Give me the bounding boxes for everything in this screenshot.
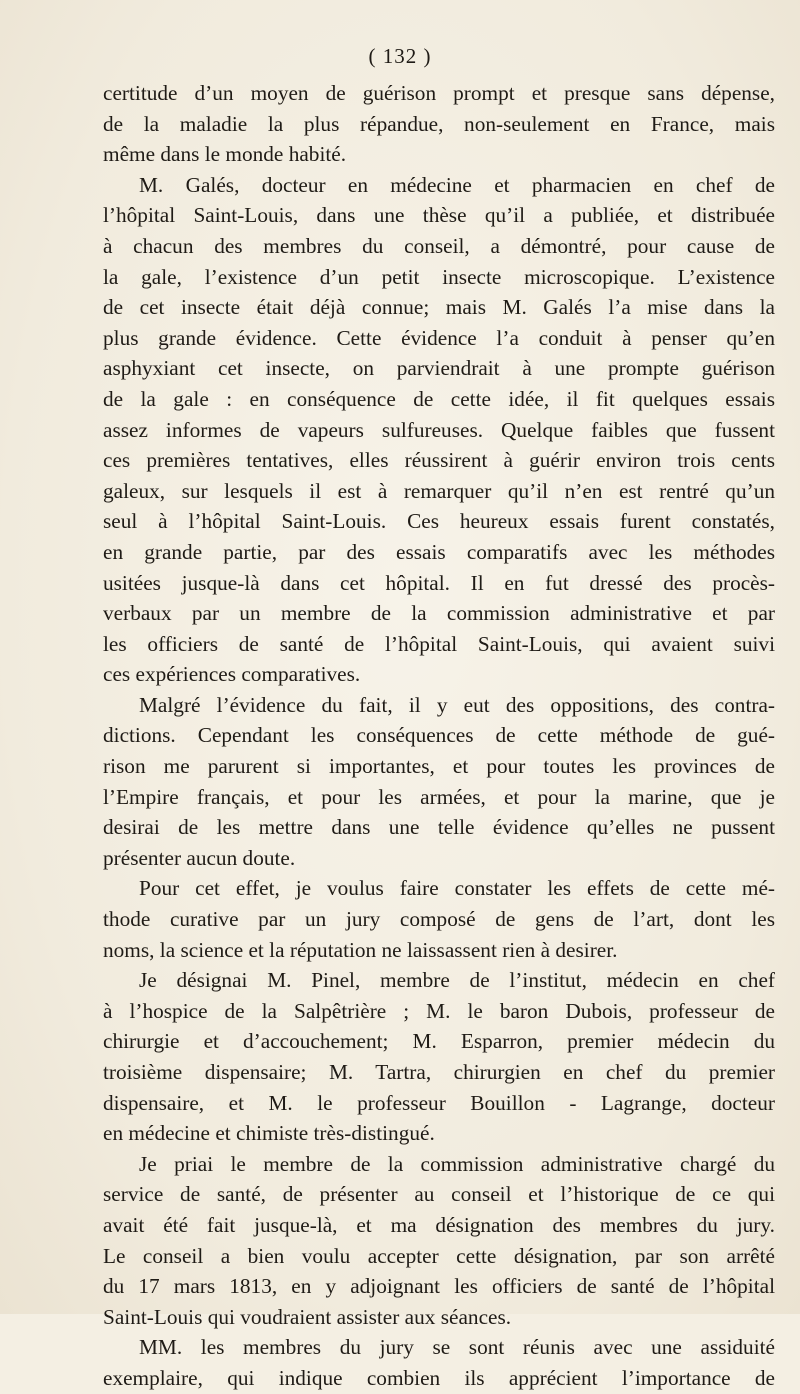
text-line: à l’hospice de la Salpêtrière ; M. le baron Dubois, professeur de: [103, 998, 775, 1023]
text-line: en grande partie, par des essais comparatifs avec les méthodes: [103, 539, 775, 564]
text-line: Le conseil a bien voulu accepter cette désignation, par son arrêté: [103, 1243, 775, 1268]
text-line: de la maladie la plus répandue, non-seulement en France, mais: [103, 111, 775, 136]
text-line: de la gale : en conséquence de cette idée, il fit quelques essais: [103, 386, 775, 411]
text-line: Je priai le membre de la commission administrative chargé du: [139, 1151, 775, 1176]
text-line: avait été fait jusque-là, et ma désignation des membres du jury.: [103, 1212, 775, 1237]
text-line: certitude d’un moyen de guérison prompt et presque sans dépense,: [103, 81, 775, 105]
text-line: même dans le monde habité.: [103, 142, 347, 167]
page-number: ( 132 ): [368, 44, 432, 68]
text-line: ces premières tentatives, elles réussirent à guérir environ trois cents: [103, 448, 775, 473]
text-line: usitées jusque-là dans cet hôpital. Il en fut dressé des procès-: [103, 570, 775, 595]
text-line: seul à l’hôpital Saint-Louis. Ces heureux essais furent constatés,: [103, 509, 775, 534]
text-line: Je désignai M. Pinel, membre de l’institut, médecin en chef: [139, 968, 775, 993]
text-line: dispensaire, et M. le professeur Bouillon - Lagrange, docteur: [103, 1090, 775, 1115]
text-line: l’Empire français, et pour les armées, et pour la marine, que je: [103, 784, 775, 809]
text-line: Pour cet effet, je voulus faire constater les effets de cette mé-: [139, 876, 775, 901]
text-line: service de santé, de présenter au conseil et l’historique de ce qui: [103, 1182, 775, 1207]
text-line: exemplaire, qui indique combien ils apprécient l’importance de: [103, 1365, 775, 1390]
text-line: l’hôpital Saint-Louis, dans une thèse qu’il a publiée, et distribuée: [103, 203, 775, 228]
text-line: troisième dispensaire; M. Tartra, chirurgien en chef du premier: [103, 1060, 775, 1084]
text-line: la gale, l’existence d’un petit insecte microscopique. L’existence: [103, 264, 775, 289]
text-line: Malgré l’évidence du fait, il y eut des oppositions, des contra-: [139, 692, 775, 717]
text-line: Saint-Louis qui voudraient assister aux séances.: [103, 1304, 512, 1329]
text-line: présenter aucun doute.: [103, 845, 296, 870]
text-line: assez informes de vapeurs sulfureuses. Quelque faibles que fussent: [103, 417, 775, 442]
text-line: dictions. Cependant les conséquences de cette méthode de gué-: [103, 723, 775, 748]
text-line: verbaux par un membre de la commission administrative et par: [103, 601, 775, 626]
text-line: M. Galés, docteur en médecine et pharmacien en chef de: [139, 172, 775, 197]
text-line: les officiers de santé de l’hôpital Saint-Louis, qui avaient suivi: [103, 631, 775, 656]
text-line: thode curative par un jury composé de gens de l’art, dont les: [103, 907, 775, 932]
text-line: noms, la science et la réputation ne laissassent rien à desirer.: [103, 937, 618, 962]
text-line: asphyxiant cet insecte, on parviendrait à une prompte guérison: [103, 356, 775, 381]
text-line: desirai de les mettre dans une telle évidence qu’elles ne pussent: [103, 815, 775, 840]
text-line: plus grande évidence. Cette évidence l’a conduit à penser qu’en: [103, 325, 775, 350]
text-line: en médecine et chimiste très-distingué.: [103, 1121, 435, 1146]
text-line: à chacun des membres du conseil, a démontré, pour cause de: [103, 233, 775, 258]
text-line: galeux, sur lesquels il est à remarquer qu’il n’en est rentré qu’un: [103, 478, 775, 503]
text-line: ces expériences comparatives.: [103, 662, 361, 687]
text-line: de cet insecte était déjà connue; mais M. Galés l’a mise dans la: [103, 295, 775, 320]
text-line: du 17 mars 1813, en y adjoignant les officiers de santé de l’hôpital: [103, 1274, 775, 1299]
text-line: chirurgie et d’accouchement; M. Esparron, premier médecin du: [103, 1029, 775, 1054]
body-text: [103, 78, 775, 1394]
text-line: rison me parurent si importantes, et pour toutes les provinces de: [103, 754, 775, 779]
text-line: MM. les membres du jury se sont réunis avec une assiduité: [139, 1335, 775, 1360]
